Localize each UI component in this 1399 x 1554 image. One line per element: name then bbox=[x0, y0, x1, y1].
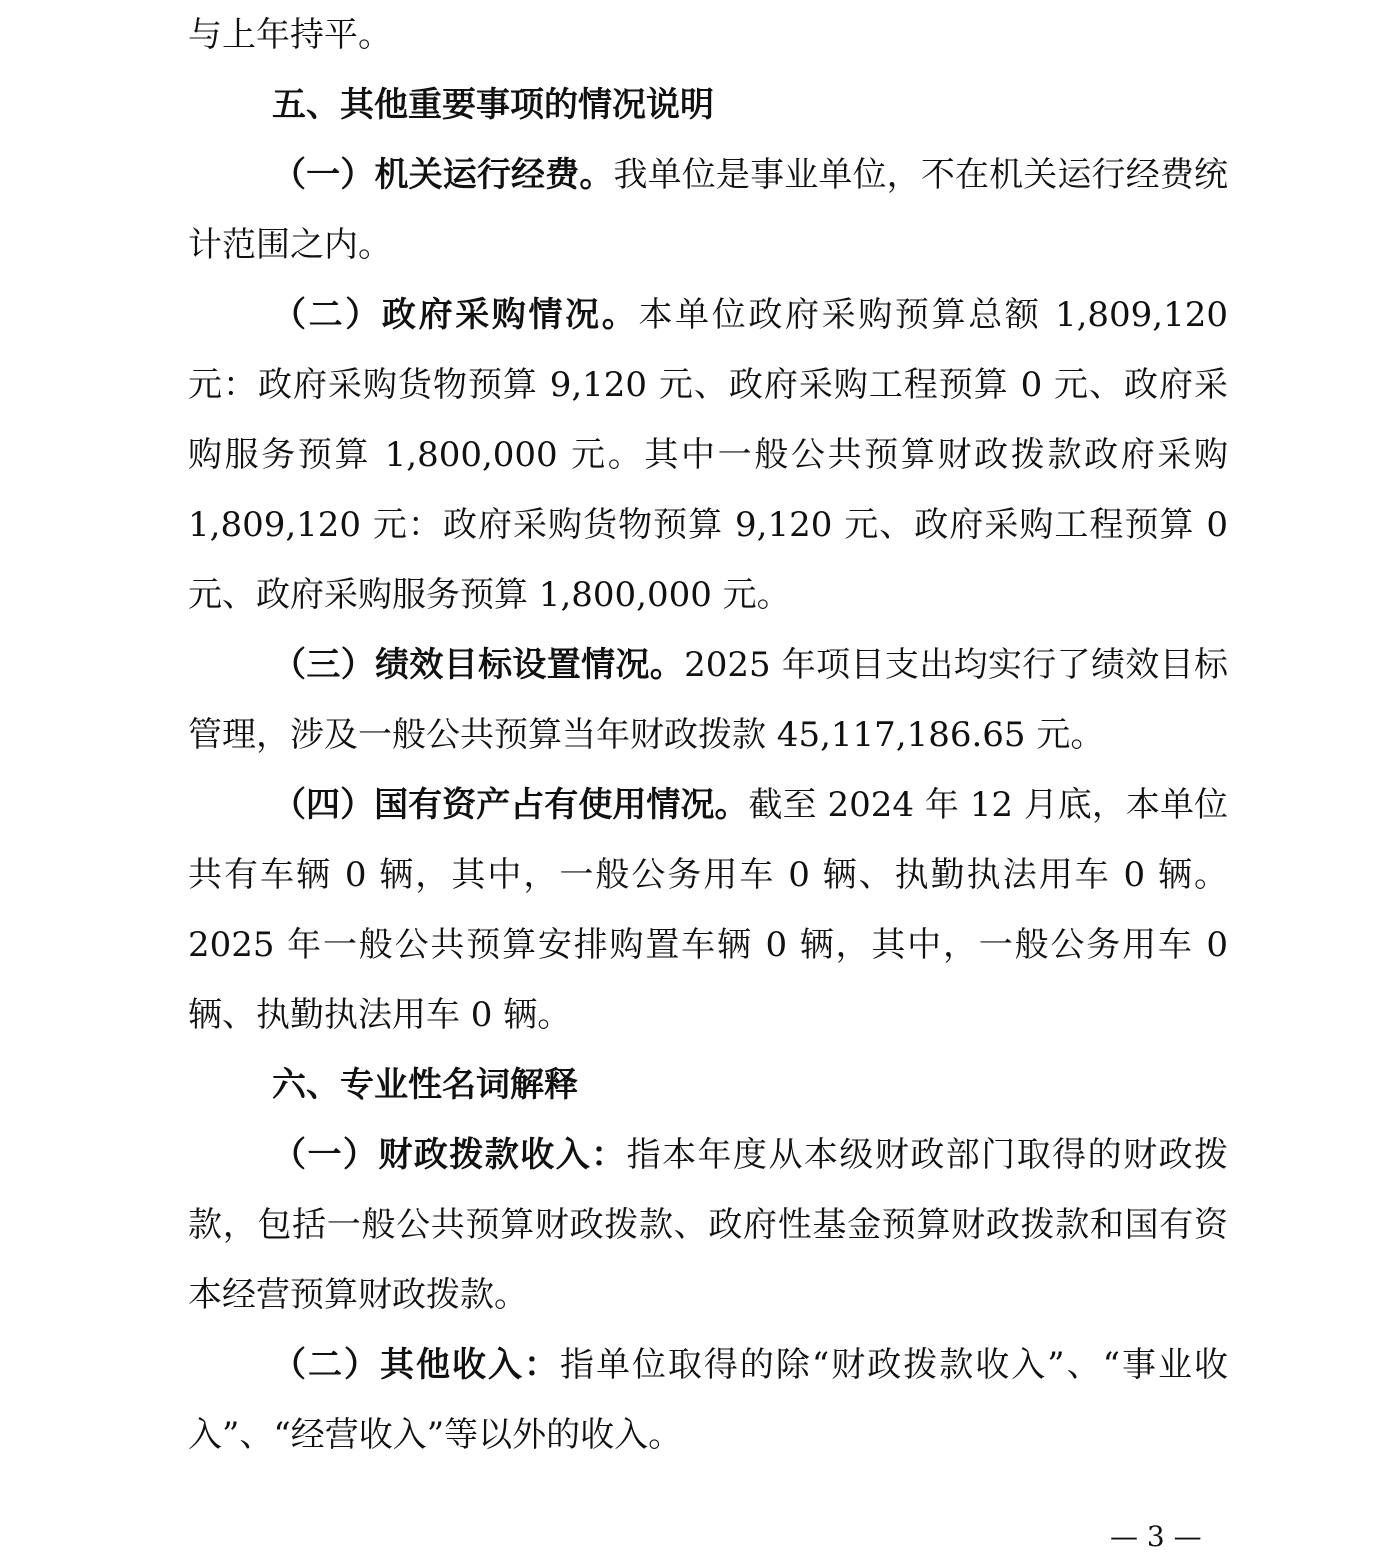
item-text: 本单位政府采购预算总额 1,809,120 元：政府采购货物预算 9,120 元、政府采购工程预算 0 元、政府采购服务预算 1,800,000 元。其中一般公共预算财政拨款政府采购 1,809,120 元：政府采购货物预算 9,120 元、政府采购工程预算 0 元、政府采购服务预算 1,800,000 元。 bbox=[188, 295, 1228, 615]
page-number: — 3 — bbox=[1110, 1520, 1202, 1553]
item-label: （四）国有资产占有使用情况。 bbox=[272, 785, 749, 825]
section-5-title: 五、其他重要事项的情况说明 bbox=[272, 85, 714, 125]
section-5-item-1 bbox=[188, 140, 1228, 280]
section-5-item-2 bbox=[188, 280, 1228, 630]
item-text: 2025 年项目支出均实行了绩效目标管理，涉及一般公共预算当年财政拨款 45,117,186.65 元。 bbox=[188, 645, 1228, 755]
section-5 bbox=[188, 70, 1228, 1470]
section-6-title: 六、专业性名词解释 bbox=[272, 1065, 578, 1105]
continuation-text: 与上年持平。 bbox=[188, 15, 392, 55]
item-text: 指本年度从本级财政部门取得的财政拨款，包括一般公共预算财政拨款、政府性基金预算财政拨款和国有资本经营预算财政拨款。 bbox=[188, 1135, 1229, 1315]
item-label: （一）机关运行经费。 bbox=[272, 155, 614, 195]
section-5-item-3 bbox=[188, 630, 1228, 770]
item-text: 指单位取得的除“财政拨款收入”、“事业收入”、“经营收入”等以外的收入。 bbox=[188, 1345, 1228, 1455]
item-label: （二）其他收入： bbox=[272, 1345, 560, 1385]
section-6-item-2 bbox=[188, 1330, 1228, 1470]
item-label: （二）政府采购情况。 bbox=[272, 295, 639, 335]
section-5-item-4 bbox=[188, 770, 1228, 1050]
item-text: 截至 2024 年 12 月底，本单位共有车辆 0 辆，其中，一般公务用车 0 辆、执勤执法用车 0 辆。2025 年一般公共预算安排购置车辆 0 辆，其中，一般公务用车 0 辆、执勤执法用车 0 辆。 bbox=[188, 785, 1228, 1035]
section-6-item-1 bbox=[188, 1120, 1228, 1330]
item-label: （三）绩效目标设置情况。 bbox=[272, 645, 685, 685]
item-text: 我单位是事业单位，不在机关运行经费统计范围之内。 bbox=[188, 155, 1229, 265]
item-label: （一）财政拨款收入： bbox=[272, 1135, 627, 1175]
